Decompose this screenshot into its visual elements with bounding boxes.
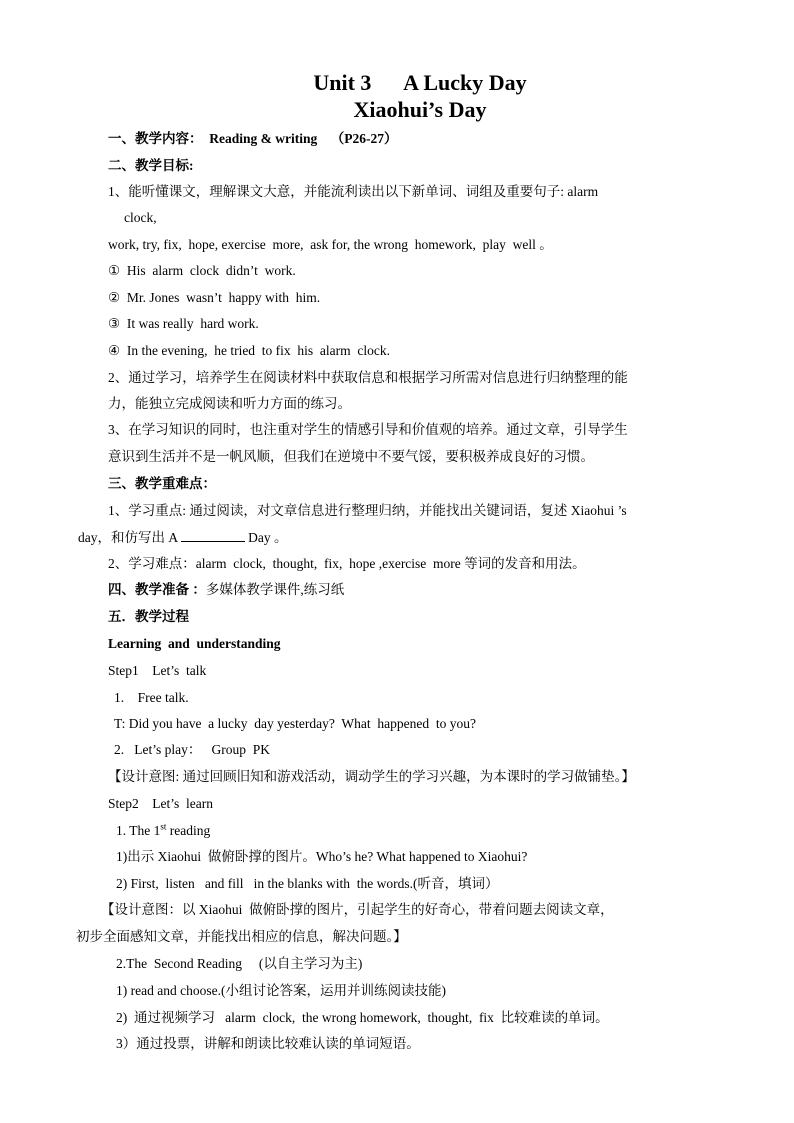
section-preparation [108,581,344,599]
reading-2: 2.The Second Reading (以自主学习为主) [116,956,363,971]
step-1-item-1: 1. Free talk. [114,690,189,705]
goal-3-line-a: 3、在学习知识的同时，也注重对学生的情感引导和价值观的培养。通过文章，引导学生 [108,422,628,437]
keypoint-1-text: day，和仿写出 A [78,530,179,545]
step-1-teacher: T: Did you have a lucky day yesterday? What happened to you? [114,716,476,731]
goal-2-line-a: 2、通过学习，培养学生在阅读材料中获取信息和根据学习所需对信息进行归纳整理的能 [108,370,628,385]
reading-2-item-3: 3）通过投票，讲解和朗读比较难认读的单词短语。 [116,1036,420,1051]
keypoint-1-line-b [78,529,288,547]
unit-title: Unit 3 A Lucky Day [313,70,527,95]
reading-1-text: 1. The 1 [116,823,161,838]
reading-1-item-1: 1)出示 Xiaohui 做俯卧撑的图片。Who’s he? What happened to Xiaohui? [116,849,528,864]
sentence-2: ② Mr. Jones wasn’t happy with him. [108,290,321,305]
learning-heading: Learning and understanding [108,636,281,651]
section-text: Reading & writing （P26-27） [202,131,398,146]
section-content [108,130,398,148]
section-text: 多媒体教学课件,练习纸 [205,582,345,597]
keypoint-1-text-end: Day 。 [248,530,288,545]
section-goals-heading: 二、教学目标: [108,158,194,173]
step-2: Step2 Let’s learn [108,796,213,811]
design-note-2-line-b: 初步全面感知文章，并能找出相应的信息，解决问题。】 [76,929,407,944]
goal-2-line-b: 力，能独立完成阅读和听力方面的练习。 [108,396,351,411]
reading-1-superscript: st [160,821,167,832]
design-note-1: 【设计意图: 通过回顾旧知和游戏活动，调动学生的学习兴趣，为本课时的学习做铺垫。】 [108,769,635,784]
fill-blank [181,529,245,542]
section-process-heading: 五．教学过程 [108,609,189,624]
sentence-1: ① His alarm clock didn’t work. [108,263,296,278]
section-keypoints-heading: 三、教学重难点： [108,476,216,491]
reading-2-item-2: 2) 通过视频学习 alarm clock, the wrong homework, thought, fix 比较难读的单词。 [116,1010,609,1025]
reading-1-item-2: 2) First, listen and fill in the blanks with the words.(听音，填词） [116,876,499,891]
sentence-4: ④ In the evening, he tried to fix his alarm clock. [108,343,391,358]
reading-2-item-1: 1) read and choose.(小组讨论答案，运用并训练阅读技能) [116,983,446,998]
design-note-2-line-a: 【设计意图：以 Xiaohui 做俯卧撑的图片，引起学生的好奇心，带着问题去阅读文章， [101,902,614,917]
goal-1-line-b: clock, [124,210,157,225]
keypoint-2: 2、学习难点：alarm clock, thought, fix, hope ,exercise more 等词的发音和用法。 [108,556,586,571]
keypoint-1-line-a: 1、学习重点: 通过阅读，对文章信息进行整理归纳，并能找出关键词语，复述 Xiaohui ’s [108,503,627,518]
section-heading: 四、教学准备 ： [108,582,206,597]
lesson-title: Xiaohui’s Day [353,97,487,122]
step-1: Step1 Let’s talk [108,663,207,678]
section-heading: 一、教学内容： [108,131,203,146]
sentence-3: ③ It was really hard work. [108,316,259,331]
reading-1-text-end: reading [166,823,211,838]
goal-1-line-a: 1、能听懂课文，理解课文大意，并能流利读出以下新单词、词组及重要句子: alarm [108,184,599,199]
goal-3-line-b: 意识到生活并不是一帆风顺，但我们在逆境中不要气馁，要积极养成良好的习惯。 [108,449,594,464]
step-1-item-2: 2. Let’s play： Group PK [114,742,270,757]
reading-1 [116,822,210,840]
goal-1-line-c: work, try, fix, hope, exercise more, ask for, the wrong homework, play well 。 [108,237,553,252]
